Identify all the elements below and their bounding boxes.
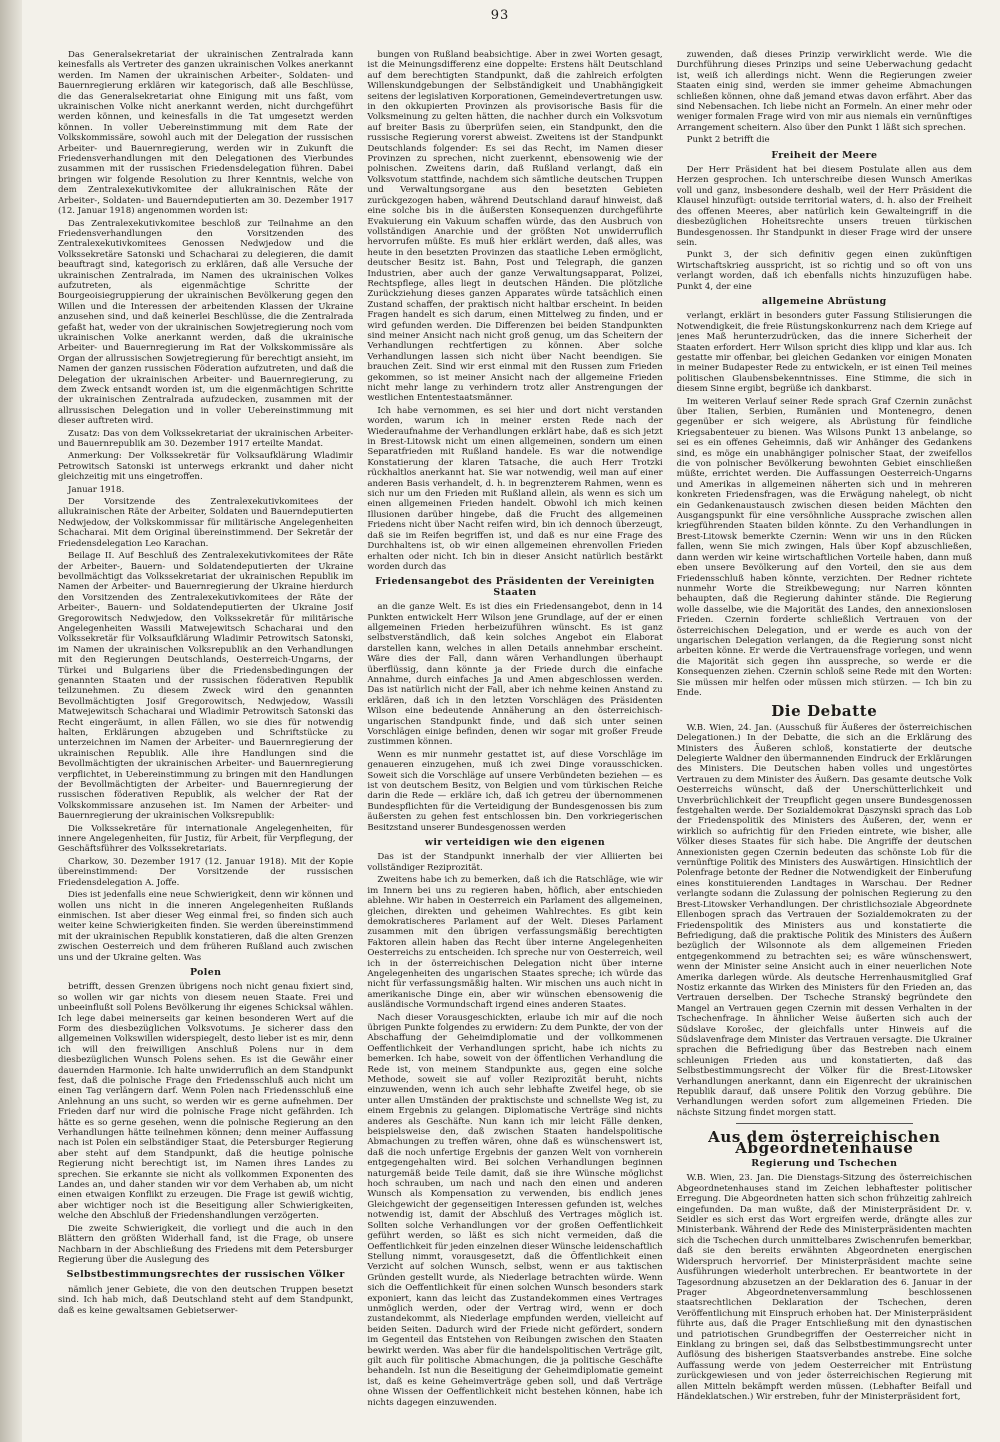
paragraph: Wenn es mir nunmehr gestattet ist, auf diese Vorschläge im genaueren einzugehen, muß ich zwei Dinge vorausschicken. Soweit sich die Vorschläge auf unsere Verbündeten beziehen — es ist von deutschem Besitz, von Belgien und vom türkischen Reiche darin die Rede — erkläre ich, daß ich getreu der übernommenen Bundespflichten für die Verteidigung der Bundesgenossen bis zum äußersten zu gehen fest entschlossen bin. Den vorkriegerischen Besitzstand unserer Bundesgenossen werden bbox=[367, 749, 663, 833]
paragraph: Januar 1918. bbox=[68, 484, 125, 495]
column-middle bbox=[367, 50, 662, 1430]
subheading-wilson: Friedensangebot des Präsidenten der Vereinigten Staaten bbox=[375, 576, 655, 598]
paragraph: Dies ist jedenfalls eine neue Schwierigkeit, denn wir können und wollen uns nicht in die inneren Angelegenheiten Rußlands einmischen. Ist aber dieser Weg einmal frei, so finden sich auch weiter keine Schwierigkeiten finden. Sie werden übereinstimmend mit der ukrainischen Republik konstatieren, daß die alten Grenzen zwischen Oesterreich und dem früheren Rußland auch zwischen uns und der Ukraine gelten. Was bbox=[58, 890, 354, 963]
paragraph: Das ist der Standpunkt innerhalb der vier Alliierten bei vollständiger Reziprozität. bbox=[367, 852, 663, 873]
paragraph: verlangt, erklärt in besonders guter Fassung Stilisierungen die Notwendigkeit, die freie Rüstungskonkurrenz nach dem Kriege auf jenes Maß herunterzudrücken, das die innere Sicherheit der Staaten erfordert. Herr Wilson spricht dies klipp und klar aus. Ich gestatte mir offenbar, bei gleichen Gedanken vor einigen Monaten in meiner Budapester Rede zu entwickeln, er ist einen Teil meines politischen Glaubensbekenntnisses. Eine Stimme, die sich in diesem Sinne ergibt, begrüße ich dankbarst. bbox=[676, 311, 972, 395]
paragraph: Punkt 2 betrifft die bbox=[686, 135, 770, 146]
subheading-eigenen: wir verteidigen wie den eigenen bbox=[424, 837, 606, 849]
paragraph: Ich habe vernommen, es sei hier und dort nicht verstanden worden, warum ich in meiner ersten Rede nach der Wiederaufnahme der Verhandlungen erklärt habe, daß es sich jetzt in Brest-Litowsk nicht um einen allgemeinen, sondern um einen Separatfrieden mit Rußland handele. Es war die notwendige Konstatierung der klaren Tatsache, die auch Herr Trotzki rückhaltlos anerkannt hat. Sie war notwendig, weil man auf einer anderen Basis verhandelt, d. h. in begrenzterem Rahmen, wenn es sich nur um den Frieden mit Rußland allein, als wenn es sich um einen allgemeinen Frieden handelt. Obwohl ich mich keinen Illusionen darüber hingebe, daß die Frucht des allgemeinen Friedens nicht über Nacht reifen wird, bin ich dennoch überzeugt, daß sie im Reifen begriffen ist, und daß es nur eine Frage des Durchhaltens ist, ob wir einen allgemeinen ehrenvollen Frieden erhalten oder nicht. Ich bin in dieser Ansicht natürlich bestärkt worden durch das bbox=[367, 405, 663, 572]
paragraph: Punkt 3, der sich definitiv gegen einen zukünftigen Wirtschaftskrieg ausspricht, ist so richtig und so oft von uns verlangt worden, daß ich ebenfalls nichts hinzuzufügen habe. Punkt 4, der eine bbox=[676, 250, 972, 292]
paragraph: Die zweite Schwierigkeit, die vorliegt und die auch in den Blättern den größten Widerhall fand, ist die Frage, ob unsere Nachbarn in der Abschließung des Friedens mit dem Petersburger Regierung über die Auslegung des bbox=[58, 1223, 354, 1265]
column-left bbox=[58, 50, 353, 1430]
text-columns bbox=[58, 50, 972, 1430]
paragraph: betrifft, dessen Grenzen übrigens noch nicht genau fixiert sind, so wollen wir gar nichts von diesem neuen Staate. Frei und unbeeinflußt soll Polens Bevölkerung ihr eigenes Schicksal wählen. Ich lege dabei meinerseits gar keinen besonderen Wert auf die Form des diesbezüglichen Volksvotums. Je sicherer dass den allgemeinen Volkswillen widerspiegelt, desto lieber ist es mir, denn ich will den freiwilligen Anschluß Polens nur in dem diesbezüglichen Wunsch Polens sehen. Es ist die Gewähr einer dauernden Harmonie. Ich halte unwiderruflich an dem Standpunkt fest, daß die polnische Frage den Friedensschluß auch nicht um einen Tag verlängern darf. Wenn Polen nach Friedensschluß eine Anlehnung an uns sucht, so werden wir es gerne aufnehmen. Der Frieden darf nur wird die polnische Frage nicht gefährden. Ich hätte es so gerne gesehen, wenn die polnische Regierung an den Verhandlungen hätte teilnehmen können; denn meiner Auffassung nach ist Polen ein selbständiger Staat, die Petersburger Regierung aber steht auf dem Standpunkt, daß die heutige polnische Regierung nicht berechtigt ist, im Namen ihres Landes zu sprechen. Sie erkannte sie nicht als vollkommen Exponenten des Landes an, und daher standen wir vor dem Verhaben ab, um nicht einen etwaigen Konflikt zu erzeugen. Die Frage ist gewiß wichtig, aber wichtiger noch ist die Beseitigung aller Schwierigkeiten, welche den Abschluß der Friedenshandlungen verzögerten. bbox=[58, 982, 354, 1222]
subheading-meere: Freiheit der Meere bbox=[771, 149, 878, 161]
headline-debatte: Die Debatte bbox=[771, 702, 878, 721]
paragraph: W.B. Wien, 23. Jan. Die Dienstags-Sitzung des österreichischen Abgeordnetenhauses stand im Zeichen lebhaftester politischer Erregung. Die Abgeordneten hatten sich schon frühzeitig zahlreich eingefunden. Da man wußte, daß der Ministerpräsident Dr. v. Seidler es sich erst das Wort ergreifen werde, drängte alles zur Ministerbank. Während der Rede des Ministerpräsidenten machten sich die Tschechen durch unmittelbares Zwischenrufen bemerkbar, daß sie den bereits erwähnten Abgeordneten energischen Widerspruch hervorrief. Der Ministerpräsident machte seine Ausführungen wiederholt unterbrechen. Er beantwortete in der Tagesordnung abzusetzen an der Deklaration des 6. Januar in der Prager Abgeordnetenversammlung beschlossenen staatsrechtlichen Deklaration der Tschechen, deren Veröffentlichung mit Einspruch erhoben hat. Der Ministerpräsident führte aus, daß die Prager Entschließung mit den dynastischen und patriotischen Grundbegriffen der Oesterreicher nicht in Einklang zu bringen sei, daß das Selbstbestimmungsrecht unter Auflösung des bisherigen Staatsverbandes anstrebe. Eine solche Auffassung werde von jedem Oesterreicher mit Entrüstung zurückgewiesen und von jeder österreichischen Regierung mit allen Mitteln bekämpft werden müssen. (Lebhafter Beifall und Händeklatschen.) Wir erstreben, fuhr der Ministerpräsident fort, bbox=[676, 1173, 972, 1402]
paragraph: Zusatz: Das von dem Volkssekretariat der ukrainischen Arbeiter- und Bauernrepublik am 30. Dezember 1917 erteilte Mandat. bbox=[58, 428, 354, 450]
paragraph: Der Vorsitzende des Zentralexekutivkomitees der allukrainischen Räte der Arbeiter, Soldaten und Bauerndeputierten Nedwjedow, der Volkskommissar für militärische Angelegenheiten Schacharai. Mit dem Original übereinstimmend. Der Sekretär der Friedensdelegation Leo Karachan. bbox=[58, 497, 354, 549]
column-right bbox=[677, 50, 972, 1430]
paragraph: zuwenden, daß dieses Prinzip verwirklicht werde. Wie die Durchführung dieses Prinzips und seine Ueberwachung gedacht ist, weiß ich allerdings nicht. Wenn die Regierungen zweier Staaten einig sind, werden sie immer geheime Abmachungen schließen können, ohne daß jemand etwas davon erfährt. Aber das sind Nebensachen. Ich liebe nicht an Formeln. An einer mehr oder weniger formalen Frage wird von mir aus niemals ein vernünftiges Arrangement scheitern. Also über den Punkt 1 läßt sich sprechen. bbox=[676, 50, 972, 133]
paragraph: Zweitens habe ich zu bemerken, daß ich die Ratschläge, wie wir im Innern bei uns zu regieren haben, höflich, aber entschieden ablehne. Wir haben in Oesterreich ein Parlament des allgemeinen, gleichen, direkten und geheimen Wahlrechtes. Es gibt kein demokratischeres Parlament auf der Welt. Dieses Parlament zusammen mit den übrigen verfassungsmäßig berechtigten Faktoren allein haben das Recht über interne Angelegenheiten Oesterreichs zu entscheiden. Ich spreche nur von Oesterreich, weil ich in der österreichischen Delegation nicht über interne Angelegenheiten des ungarischen Staates spreche; ich würde das nicht für verfassungsmäßig halten. Wir mischen uns auch nicht in amerikanische Dinge ein, aber wir wünschen ebensowenig die ausländische Vormundschaft irgend eines anderen Staates. bbox=[367, 875, 663, 1011]
paragraph: Das Zentralexekutivkomitee beschloß zur Teilnahme an den Friedensverhandlungen den Vorsitzenden des Zentralexekutivkomitees Genossen Nedwjedow und die Volkssekretäre Satonski und Schacharai zu delegieren, die damit beauftragt sind, kategorisch zu erklären, daß alle Versuche der ukrainischen Zentralrada, im Namen des ukrainischen Volkes aufzutreten, als eigenmächtige Schritte der Bourgeoisiegruppierung der ukrainischen Bevölkerung gegen den Willen und die Interessen der arbeitenden Klassen der Ukraine anzusehen sind, und daß keinerlei Beschlüsse, die die Zentralrada gefaßt hat, weder von der ukrainischen Sowjetregierung noch vom ukrainischen Volke anerkannt werden, daß die ukrainische Arbeiter- und Bauernregierung im Rat der Volkskommissäre als Organ der allrussischen Sowjetregierung für berechtigt ansieht, im Namen der ganzen russischen Föderation aufzutreten, und daß die Delegation der ukrainischen Arbeiter- und Bauernregierung, zu dem Zweck entsandt worden ist, um die eigenmächtigen Schritte der ukrainischen Zentralrada aufzudecken, zusammen mit der allrussischen Delegation und in voller Uebereinstimmung mit dieser auftreten wird. bbox=[58, 218, 354, 427]
paragraph: Nach dieser Vorausgeschickten, erlaube ich mir auf die noch übrigen Punkte folgendes zu erwidern: Zu dem Punkte, der von der Abschaffung der Geheimdiplomatie und der vollkommenen Oeffentlichkeit der Verhandlungen spricht, habe ich nichts zu bemerken. Ich habe, soweit von der öffentlichen Verhandlung die Rede ist, von meinem Standpunkte aus, gegen eine solche Methode, soweit sie auf voller Reziprozität beruht, nichts einzuwenden, wenn ich auch sehr lebhafte Zweifel hege, ob sie unter allen Umständen der praktischste und schnellste Weg ist, zu einem Ergebnis zu gelangen. Diplomatische Verträge sind nichts anderes als Geschäfte. Nun kann ich mir leicht Fälle denken, beispielsweise den, daß zwischen Staaten handelspolitische Abmachungen zu treffen wären, ohne daß es wünschenswert ist, daß die noch unfertige Ergebnis der ganzen Welt von vornherein entgegengehalten wird. Bei solchen Verhandlungen beginnen naturgemäß beide Teile damit, daß sie ihre Wünsche möglichst hoch schrauben, um nach und nach den einen und anderen Wunsch als Kompensation zu verwenden, bis endlich jenes Gleichgewicht der gegenseitigen Interessen gefunden ist, welches notwendig ist, damit der Abschluß des Vertrages möglich ist. Sollten solche Verhandlungen vor der großen Oeffentlichkeit geführt werden, so läßt es sich nicht vermeiden, daß die Oeffentlichkeit für jeden einzelnen dieser Wünsche leidenschaftlich Stellung nimmt, vorausgesetzt, daß die Öffentlichkeit einen Verzicht auf solchen Wunsch, selbst, wenn er aus taktischen Gründen gestellt wurde, als Niederlage betrachten würde. Wenn sich die Oeffentlichkeit für einen solchen Wunsch besonders stark exponiert, kann das leicht das Zustandekommen eines Vertrages unmöglich werden, oder der Vertrag wird, wenn er doch zustandekommt, als Niederlage empfunden werden, vielleicht auf beiden Seiten. Dadurch wird der Friede nicht gefördert, sondern im Gegenteil das Entstehen von Reibungen zwischen den Staaten bewirkt werden. Was aber für die handelspolitischen Verträge gilt, gilt auch für politische Abmachungen, die ja politische Geschäfte behandeln. Ist nun die Beseitigung der Geheimdiplomatie gemeint ist, daß es keine Geheimverträge geben soll, und daß Verträge ohne Wissen der Oeffentlichkeit nicht bestehen können, habe ich nichts dagegen einzuwenden. bbox=[367, 1012, 663, 1408]
paragraph: Der Herr Präsident hat bei diesem Postulate allen aus dem Herzen gesprochen. Ich unterschreibe diesen Wunsch Amerikas voll und ganz, insbesondere deshalb, weil der Herr Präsident die Klausel hinzufügt: outside territorial waters, d. h. also der Freiheit des offenen Meeres, aber natürlich kein Gewalteingriff in die diesbezüglichen Hoheitsrechte unsers treuen türkischen Bundesgenossen. Ihr Standpunkt in dieser Frage wird der unsere sein. bbox=[676, 165, 972, 248]
section-divider bbox=[736, 1123, 913, 1124]
paragraph: Charkow, 30. Dezember 1917 (12. Januar 1918). Mit der Kopie übereinstimmend: Der Vorsitzende der russischen Friedensdelegation A. Joffe. bbox=[58, 856, 354, 888]
paragraph: Das Generalsekretariat der ukrainischen Zentralrada kann keinesfalls als Vertreter des ganzen ukrainischen Volkes anerkannt werden. Im Namen der ukrainischen Arbeiter-, Soldaten- und Bauernregierung erklären wir kategorisch, daß alle Beschlüsse, die das Generalsekretariat ohne Einigung mit uns faßt, vom ukrainischen Volke nicht anerkannt werden, nicht durchgeführt werden können, und keinesfalls in die Tat umgesetzt werden können. In voller Uebereinstimmung mit dem Rate der Volkskommissäre, sowohl auch mit der Delegation der russischen Arbeiter- und Bauernregierung, werden wir in Zukunft die Friedensverhandlungen mit den Delegationen des Vierbundes zusammen mit der russischen Friedensdelegation führen. Dabei bringen wir folgende Resolution zu Ihrer Kenntnis, welche von dem Zentralexekutivkomitee der allukrainischen Räte der Arbeiter-, Soldaten- und Bauerndeputierten am 30. Dezember 1917 (12. Januar 1918) angenommen worden ist: bbox=[58, 50, 354, 217]
page-number: 93 bbox=[490, 8, 510, 23]
paragraph: W.B. Wien, 24. Jan. (Ausschuß für Äußeres der österreichischen Delegationen.) In der Debatte, die sich an die Erklärung des Ministers des Äußeren schloß, konstatierte der deutsche Delegierte Waldner den übermannenden Eindruck der Erklärungen des Ministers. Die Deutschen haben volles und ungestörtes Vertrauen zu dem Minister des Äußern. Das gesamte deutsche Volk Oesterreichs wünscht, daß der Unerschütterlichkeit und Unverbrüchlichkeit der Treupflicht gegen unsere Bundesgenossen festgehalten werde. Der Sozialdemokrat Daszynski sprach das Lob der Friedenspolitik des Ministers des Äußeren, der, wenn er wirklich so aufrichtig für den Frieden eintrete, wie bisher, alle Völker dieses Staates für sich habe. Die Angriffe der deutschen Annexionisten gegen Czernin bedeuten das schönste Lob für die vernünftige Politik des Ministers des Auswärtigen. Hinsichtlich der Polenfrage betonte der Redner die Notwendigkeit der Einberufung eines konstituierenden Landtages in Warschau. Der Redner verlangte sodann die Zulassung der polnischen Regierung zu den Brest-Litowsker Verhandlungen. Der christlichsoziale Abgeordnete Ellenbogen sprach das Vertrauen der Sozialdemokraten zu der Friedenspolitik des Ministers aus und konstatierte die Befriedigung, daß die praktische Politik des Ministers des Äußern bezüglich der Wilsonnote als dem allgemeinen Frieden entgegenkommend zu betrachten sei; es wäre wünschenswert, wenn der Minister seine Ansicht auch in einer neuerlichen Note Amerika darlegen würde. Als deutsche Herrenhausmitglied Graf Nostiz erkannte das Wirken des Ministers für den Frieden an, das Vertrauen derselben. Der Tscheche Stranský begründete den Mangel an Vertrauen gegen Czernin mit dessen Verhalten in der Tschechenfrage. In ähnlicher Weise äußerten sich auch der Südslave Korošec, der gleichfalls unter Hinweis auf die Südslavenfrage dem Minister das Vertrauen versagte. Die Ukrainer sprachen die Befriedigung über das Bestreben nach einem schleunigen Frieden aus und konstatierten, daß das Selbstbestimmungsrecht der Völker für die Brest-Litowsker Verhandlungen anerkannt, dann ein Eigenrecht der ukrainischen Republik darauf, daß unsere Politik den Vorzug gebühre. Die Verhandlungen werden sofort zum allgemeinen Frieden. Die nächste Sitzung findet morgen statt. bbox=[676, 722, 972, 1118]
paragraph: bungen von Rußland beabsichtige. Aber in zwei Worten gesagt, ist die Meinungsdifferenz eine doppelte: Erstens hält Deutschland auf dem berechtigten Standpunkt, daß die zahlreich erfolgten Willenskundgebungen der Selbständigkeit und Unabhängigkeit seitens der legislativen Korporationen, Gemeindevertretungen usw. in den okkupierten Provinzen als provisorische Basis für die Volksmeinung zu gelten hätten, die nachher durch ein Volksvotum auf breiter Basis zu überprüfen seien, ein Standpunkt, den die russische Regierung vorerst abweist. Zweitens ist der Standpunkt Deutschlands folgender: Es sei das Recht, im Namen dieser Provinzen zu sprechen, nicht zuerkennt, ebensowenig wie der polnischen. Zweitens darin, daß Rußland verlangt, daß ein Volksvotum stattfinde, nachdem sich sämtliche deutschen Truppen und Verwaltungsorgane aus den besetzten Gebieten zurückgezogen haben, während Deutschland darauf hinweist, daß eine solche bis in die äußersten Konsequenzen durchgeführte Evakuierung ein Vakuum schaffen würde, das den Ausbruch von vollständigen Anarchie und der größten Not unwiderruflich hervorrufen müßte. Es muß hier erklärt werden, daß alles, was heute in den besetzten Provinzen das staatliche Leben ermöglicht, deutscher Besitz ist. Bahn, Post und Telegraph, die ganzen Industrien, aber auch der ganze Verwaltungsapparat, Polizei, Rechtspflege, alles liegt in deutschen Händen. Die plötzliche Zurückziehung dieses ganzen Apparates würde tatsächlich einen Zustand schaffen, der praktisch nicht haltbar erscheint. In beiden Fragen handelt es sich darum, einen Mittelweg zu finden, und er wird gefunden werden. Die Differenzen bei beiden Standpunkten sind meiner Ansicht nach nicht groß genug, um das Scheitern der Verhandlungen rechtfertigen zu können. Aber solche Verhandlungen lassen sich nicht über Nacht beendigen. Sie brauchen Zeit. Sind wir erst einmal mit den Russen zum Frieden gekommen, so ist meiner Ansicht nach der allgemeine Frieden nicht mehr lange zu verhindern trotz aller Anstrengungen der westlichen Ententestaatsmänner. bbox=[367, 50, 663, 404]
subheading-polen: Polen bbox=[189, 966, 222, 978]
subheading-abruestung: allgemeine Abrüstung bbox=[762, 295, 887, 307]
subheading-selbstbestimmung: Selbstbestimmungsrechtes der russischen Völker bbox=[66, 1269, 345, 1281]
paragraph: Im weiteren Verlauf seiner Rede sprach Graf Czernin zunächst über Italien, Serbien, Rumänien und Montenegro, denen gegenüber er sich weigere, als Abrüstung für feindliche Kriegsabenteuer zu bienen. Was Wilsons Punkt 13 anbelange, so sei es ein offenes Geheimnis, daß wir Anhänger des Gedankens sind, es möge ein unabhängiger polnischer Staat, der zweifellos die von polnischer Bevölkerung bewohnten Gebiet einschließen müßte, errichtet werden. Die Auffassungen Oesterreich-Ungarns und Amerikas in allgemeinen näherten sich und in mehreren konkreten Friedensfragen, was die Erwägung nahelegt, ob nicht ein Gedankenaustausch zwischen diesen beiden Mächten den Ausgangspunkt für eine versöhnliche Aussprache zwischen allen kriegführenden Staaten bilden könnte. Zu den Verhandlungen in Brest-Litowsk bemerkte Czernin: Wenn wir uns in den Rücken fallen, wenn Sie mich zwingen, Hals über Kopf abzuschließen, dann werden wir keine wirtschaftlichen Vorteile haben, dann muß eben unsere Bevölkerung auf den Vorteil, den sie aus dem Friedensschluß haben könnte, verzichten. Der Redner richtete nunmehr Worte die Streikbewegung; nur Narren könnten behaupten, daß die Regierung dahinter stände. Die Regierung wolle dasselbe, wie die Majorität des Landes, den annexionslosen Frieden. Czernin forderte schließlich Vertrauen von der österreichischen Delegation, und er werde es auch von der ungarischen Delegation verlangen, da die Regierung sonst nicht arbeiten könne. Er werde die Vertrauensfrage vorlegen, und wenn die Majorität sich gegen ihn ausspreche, so werde er die Konsequenzen ziehen. Czernin schloß seine Rede mit den Worten: Sie müssen mir helfen oder müssen mich stürzen. — Ich bin zu Ende. bbox=[676, 396, 972, 698]
headline-abgeordnetenhaus: Aus dem österreichischen Abgeordnetenhause bbox=[708, 1128, 941, 1157]
subheading-tschechen: Regierung und Tschechen bbox=[751, 1158, 898, 1170]
paragraph: Beilage II. Auf Beschluß des Zentralexekutivkomitees der Räte der Arbeiter-, Bauern- und Soldatendeputierten der Ukraine bevollmächtigt das Volkssekretariat der ukrainischen Republik im Namen der Arbeiter- und Bauernregierung der Ukraine hierdurch den Vorsitzenden des Zentralexekutivkomitees der Räte der Arbeiter-, Bauern- und Soldatendeputierten der Ukraine Josif Gregorowitsch Nedwjedow, den Volkssekretär für militärische Angelegenheiten Wassili Matwejewitsch Schacharai und den Volkssekretär für Volksaufklärung Wladimir Petrowitsch Satonski, im Namen der ukrainischen Volksrepublik an den Verhandlungen mit den Regierungen Deutschlands, Oesterreich-Ungarns, der Türkei und Bulgariens über die Friedensbedingungen der genannten Staaten und der russischen föderativen Republik teilzunehmen. Zu diesem Zweck wird den genannten Bevollmächtigten Josif Gregorowitsch, Nedwjedow, Wassili Matwejewitsch Schacharai und Wladimir Petrowitsch Satonski das Recht eingeräumt, in allen Fällen, wo sie dies für notwendig halten, Erklärungen abzugeben und Schriftstücke zu unterzeichnen im Namen der Arbeiter- und Bauernregierung der ukrainischen Republik. Alle ihre Handlungen sind die Bevollmächtigten der ukrainischen Arbeiter- und Bauernregierung verpflichtet, in Uebereinstimmung zu bringen mit den Handlungen der Bevollmächtigten der Arbeiter- und Bauernregierung der russischen föderativen Republik, als welcher der Rat der Volkskommissare anzusehen ist. Im Namen der Arbeiter- und Bauernregierung der ukrainischen Volksrepublik: bbox=[58, 551, 354, 822]
paragraph: nämlich jener Gebiete, die von den deutschen Truppen besetzt sind. Ich hab mich, daß Deutschland steht auf dem Standpunkt, daß es keine gewaltsamen Gebietserwer- bbox=[58, 1284, 354, 1316]
paragraph: an die ganze Welt. Es ist dies ein Friedensangebot, denn in 14 Punkten entwickelt Herr Wilson jene Grundlage, auf der er einen allgemeinen Frieden herbeizuführen wünscht. Es ist ganz selbstverständlich, daß kein solches Angebot ein Elaborat darstellen kann, welches in allen Details annehmbar erscheint. Wäre dies der Fall, dann wären Verhandlungen überhaupt überflüssig, dann könnte ja der Friede durch die einfache Annahme, durch einfaches Ja und Amen abgeschlossen werden. Das ist natürlich nicht der Fall, aber ich nehme keinen Anstand zu erklären, daß ich in den letzten Vorschlägen des Präsidenten Wilson eine bedeutende Annäherung an den österreichisch-ungarischen Standpunkt finde, und daß sich unter seinen Vorschlägen einige befinden, denen wir sogar mit großer Freude zustimmen können. bbox=[367, 602, 663, 748]
paragraph: Die Volkssekretäre für internationale Angelegenheiten, für innere Angelegenheiten, für Justiz, für Arbeit, für Verpflegung, der Geschäftsführer des Volkssekretariats. bbox=[58, 823, 354, 855]
paragraph: Anmerkung: Der Volkssekretär für Volksaufklärung Wladimir Petrowitsch Satonski ist unterwegs erkrankt und daher nicht gleichzeitig mit uns eingetroffen. bbox=[58, 451, 354, 483]
